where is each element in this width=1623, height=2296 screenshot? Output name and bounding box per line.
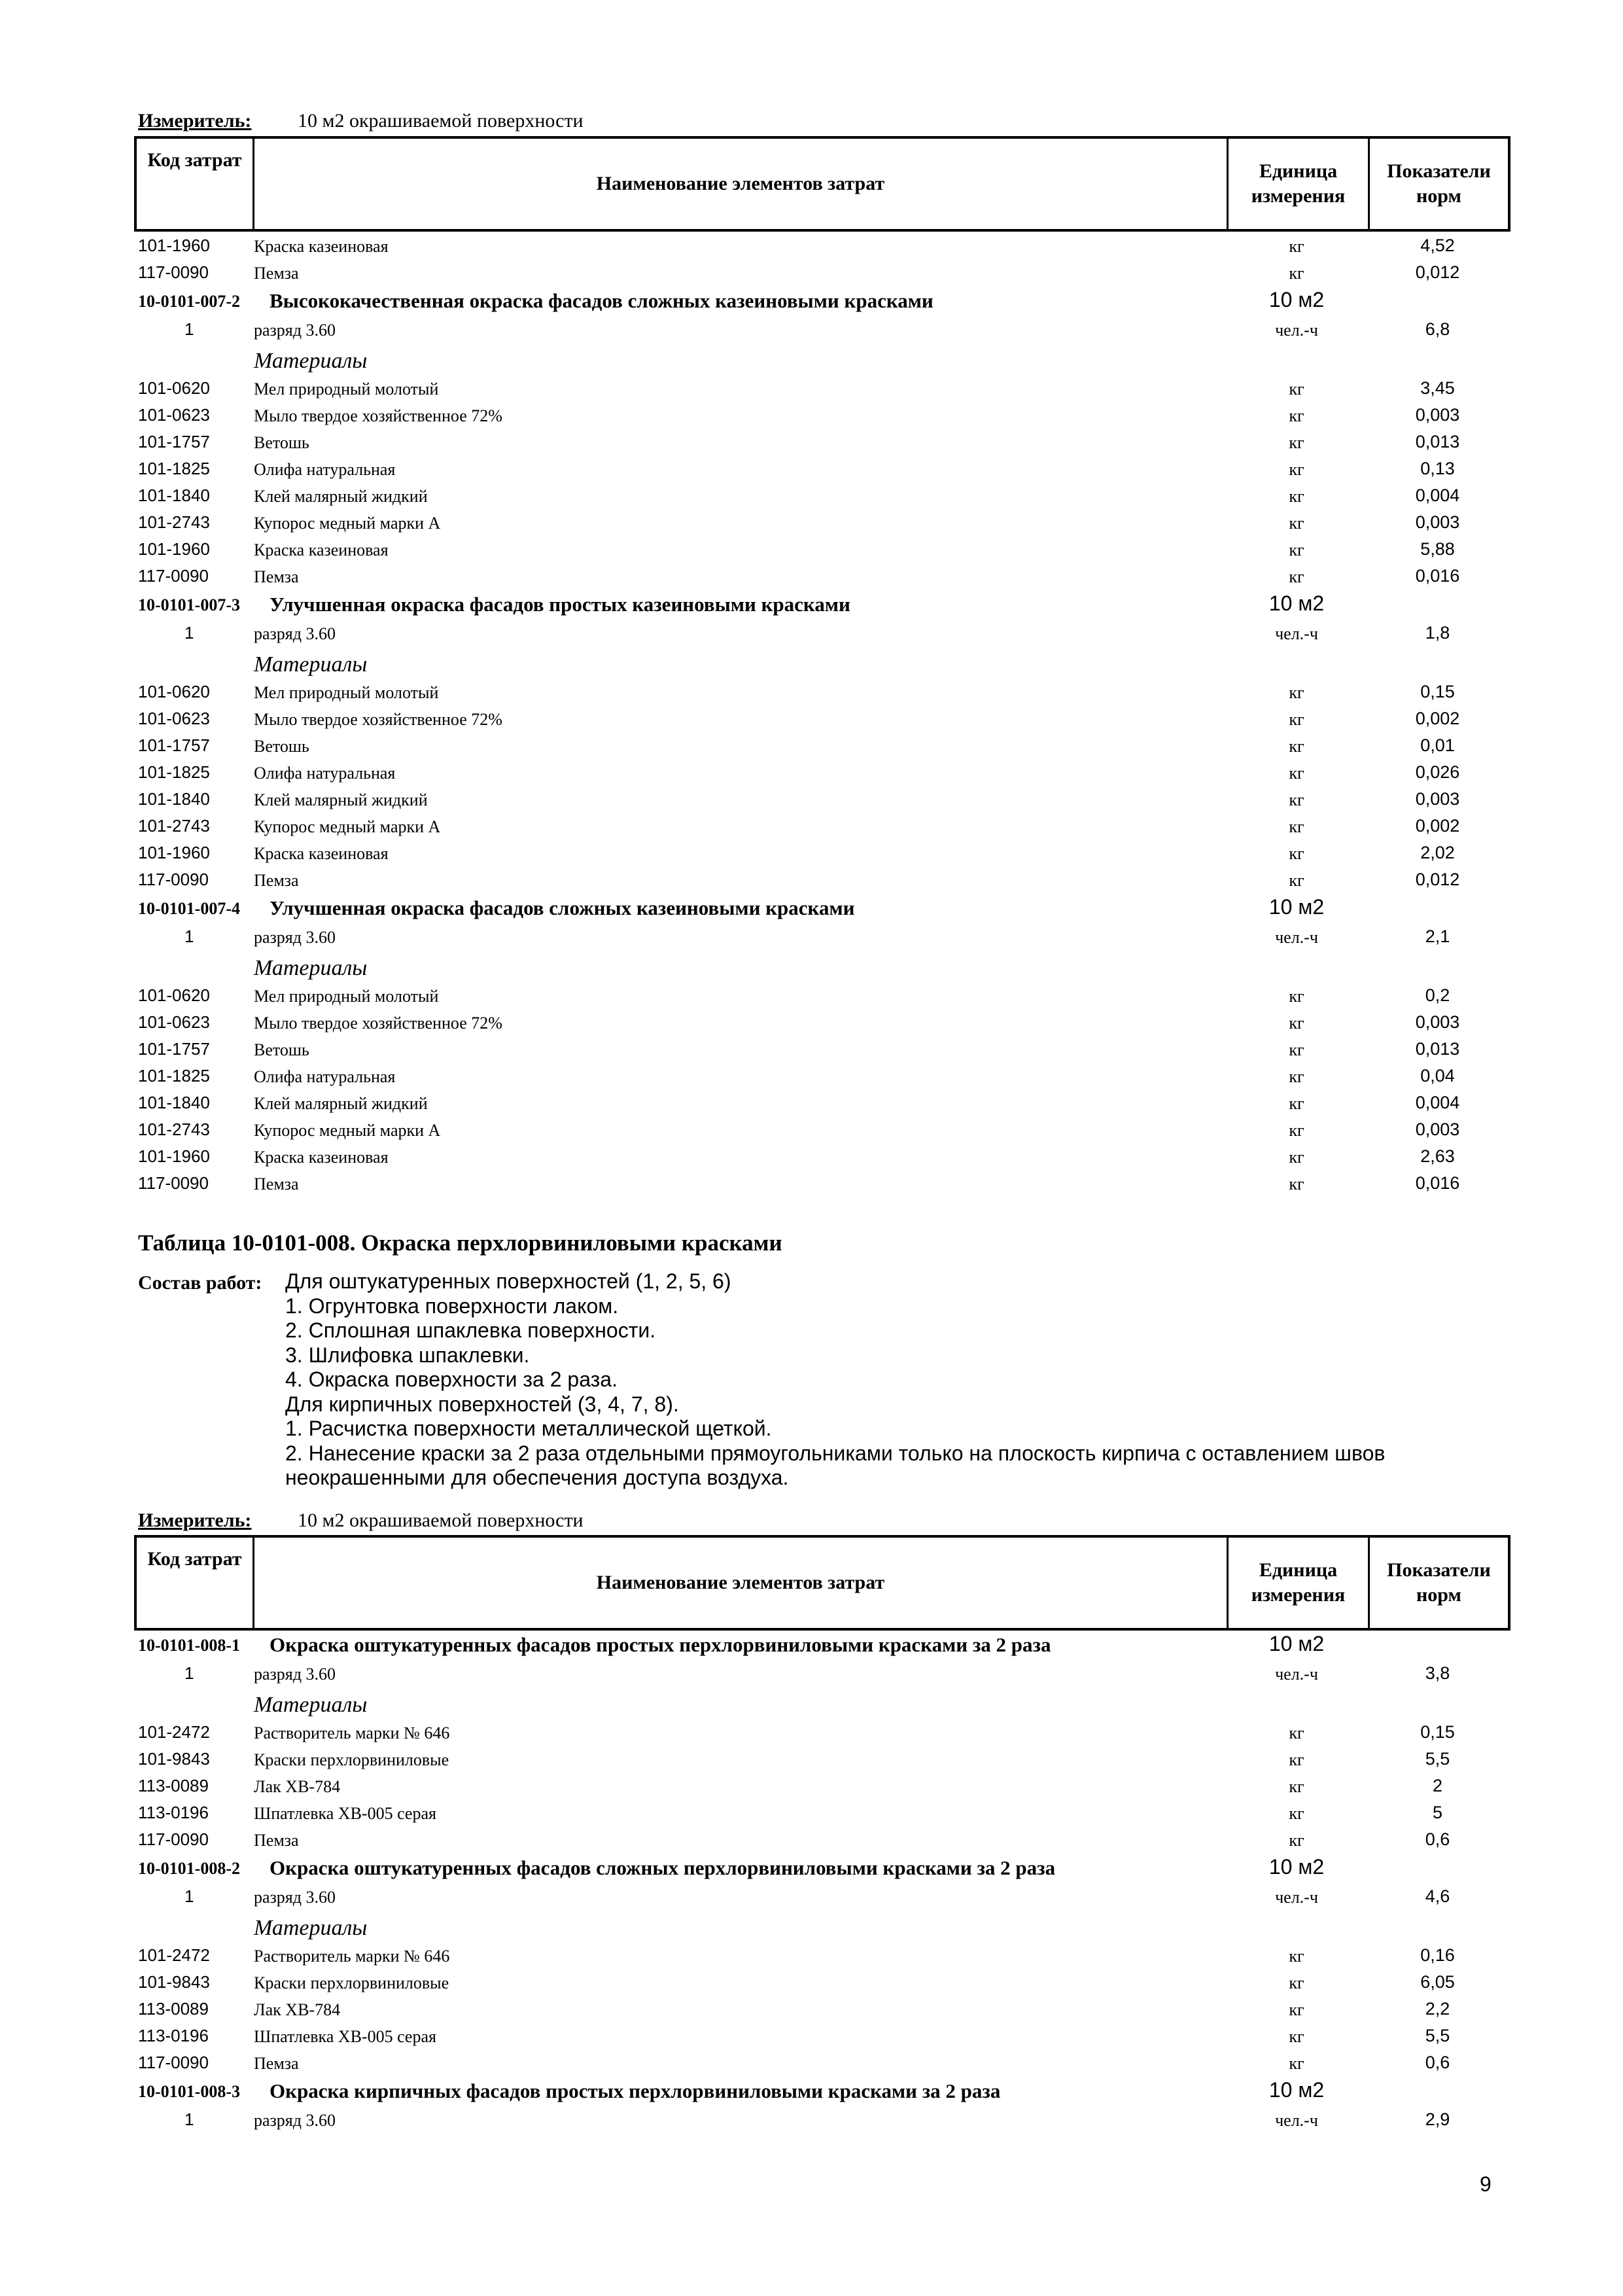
table-row: [0, 1995, 1623, 2022]
norm-value: 0,13: [1420, 459, 1455, 478]
cost-element-name: Материалы: [254, 652, 368, 677]
cost-code: 101-2472: [138, 1722, 210, 1742]
materials-heading-row: [0, 1686, 1623, 1718]
unit-of-measure: кг: [1289, 406, 1304, 425]
unit-of-measure: кг: [1289, 460, 1304, 479]
table-row: [0, 785, 1623, 812]
unit-of-measure: 10 м2: [1268, 592, 1325, 615]
table-row: [0, 508, 1623, 535]
cost-code: 101-0620: [138, 985, 210, 1005]
cost-code: 101-2743: [138, 816, 210, 836]
cost-code: 101-1960: [138, 1146, 210, 1166]
cost-code: 101-1825: [138, 1066, 210, 1086]
cost-element-name: Мел природный молотый: [254, 380, 439, 398]
cost-code: 101-0620: [138, 682, 210, 701]
sostav-line: Для оштукатуренных поверхностей (1, 2, 5, 6): [285, 1269, 731, 1293]
norm-value: 0,012: [1415, 870, 1460, 889]
norm-value: 0,002: [1415, 709, 1460, 728]
cost-element-name: Краски перхлорвиниловые: [254, 1750, 449, 1769]
cost-code: 117-0090: [138, 1173, 209, 1193]
table-row: [0, 2022, 1623, 2049]
cost-element-name: Улучшенная окраска фасадов простых казеиновыми красками: [270, 593, 850, 616]
cost-element-name: Купорос медный марки А: [254, 1121, 441, 1140]
meter-label: Измеритель:: [138, 110, 252, 132]
norm-value: 4,52: [1420, 236, 1455, 255]
cost-element-name: Материалы: [254, 956, 368, 980]
unit-of-measure: кг: [1289, 987, 1304, 1006]
unit-of-measure: кг: [1289, 764, 1304, 783]
norm-value: 5,88: [1420, 539, 1455, 559]
sostav-line: 3. Шлифовка шпаклевки.: [285, 1343, 530, 1367]
cost-element-name: Мел природный молотый: [254, 683, 439, 702]
table-row: [0, 428, 1623, 455]
cost-element-name: Окраска кирпичных фасадов простых перхлорвиниловыми красками за 2 раза: [270, 2079, 1001, 2102]
unit-of-measure: кг: [1289, 1067, 1304, 1086]
cost-code: 113-0089: [138, 1776, 209, 1795]
norm-value: 0,003: [1415, 1120, 1460, 1139]
cost-code: 101-0623: [138, 405, 210, 425]
unit-of-measure: чел.-ч: [1275, 624, 1318, 643]
cost-element-name: Пемза: [254, 567, 299, 586]
unit-of-measure: чел.-ч: [1275, 928, 1318, 947]
table-row: [0, 758, 1623, 785]
cost-element-name: разряд 3.60: [254, 1888, 336, 1907]
cost-element-name: Клей малярный жидкий: [254, 487, 428, 506]
cost-element-name: Окраска оштукатуренных фасадов сложных перхлорвиниловыми красками за 2 раза: [270, 1856, 1056, 1879]
norm-value: 0,016: [1415, 566, 1460, 586]
norm-value: 0,003: [1415, 1012, 1460, 1032]
unit-of-measure: кг: [1289, 683, 1304, 702]
cost-code: 101-0623: [138, 709, 210, 728]
norm-value: 5,5: [1425, 1749, 1450, 1769]
unit-of-measure: кг: [1289, 1148, 1304, 1167]
norm-value: 0,15: [1420, 682, 1455, 701]
page-number: 9: [1480, 2172, 1492, 2196]
table-row: [0, 232, 1623, 258]
cost-code: 101-1960: [138, 539, 210, 559]
table-body-008: [0, 1629, 1623, 2132]
cost-code: 1: [184, 2110, 194, 2129]
cost-code: 1: [184, 319, 194, 339]
norm-value: 3,45: [1420, 378, 1455, 398]
norm-value: 0,04: [1420, 1066, 1455, 1086]
cost-element-name: Пемза: [254, 871, 299, 890]
header-code: Код затрат: [137, 139, 254, 229]
unit-of-measure: кг: [1289, 1174, 1304, 1193]
table-row: [0, 1968, 1623, 1995]
header-unit-text: Единица измерения: [1251, 160, 1346, 207]
norm-value: 2,02: [1420, 843, 1455, 862]
table-row: [0, 315, 1623, 342]
cost-code: 1: [184, 1663, 194, 1683]
header-unit: [1229, 139, 1370, 229]
unit-of-measure: 10 м2: [1268, 2078, 1325, 2102]
norm-value: 0,2: [1425, 985, 1450, 1005]
table-row: [0, 1659, 1623, 1686]
norm-value: 0,6: [1425, 1829, 1450, 1849]
table-row: [0, 455, 1623, 482]
cost-code: 101-1960: [138, 843, 210, 862]
table-row: [0, 1089, 1623, 1116]
table-row: [0, 482, 1623, 508]
table-row: [0, 866, 1623, 892]
norm-value: 3,8: [1425, 1663, 1450, 1683]
sostav-line: Для кирпичных поверхностей (3, 4, 7, 8).: [285, 1392, 679, 1416]
table-body-top: [0, 232, 1623, 1196]
cost-code: 101-0623: [138, 1012, 210, 1032]
cost-element-name: Пемза: [254, 1831, 299, 1850]
norm-value: 0,003: [1415, 789, 1460, 809]
table-row: [0, 619, 1623, 646]
cost-code: 101-2743: [138, 1120, 210, 1139]
work-title-row: [0, 285, 1623, 315]
cost-code: 101-2743: [138, 512, 210, 532]
cost-element-name: Мыло твердое хозяйственное 72%: [254, 710, 502, 729]
unit-of-measure: чел.-ч: [1275, 2111, 1318, 2130]
cost-element-name: Лак ХВ-784: [254, 1777, 341, 1796]
cost-element-name: Окраска оштукатуренных фасадов простых перхлорвиниловыми красками за 2 раза: [270, 1633, 1051, 1656]
cost-code: 101-1840: [138, 486, 210, 505]
cost-element-name: Улучшенная окраска фасадов сложных казеиновыми красками: [270, 896, 855, 919]
cost-element-name: Ветошь: [254, 433, 309, 452]
norm-value: 0,002: [1415, 816, 1460, 836]
table-row: [0, 1799, 1623, 1826]
norm-value: 0,013: [1415, 1039, 1460, 1059]
cost-code: 117-0090: [138, 2053, 209, 2072]
cost-element-name: Олифа натуральная: [254, 1067, 396, 1086]
unit-of-measure: 10 м2: [1268, 895, 1325, 919]
cost-element-name: Материалы: [254, 1693, 368, 1717]
cost-element-name: Шпатлевка ХВ-005 серая: [254, 2027, 436, 2046]
cost-code: 101-1757: [138, 432, 210, 451]
cost-element-name: Краска казеиновая: [254, 1148, 389, 1167]
cost-element-name: Растворитель марки № 646: [254, 1723, 450, 1742]
unit-of-measure: чел.-ч: [1275, 1888, 1318, 1907]
unit-of-measure: кг: [1289, 1094, 1304, 1113]
cost-code: 10-0101-007-2: [138, 292, 240, 311]
norm-value: 6,8: [1425, 319, 1450, 339]
table-row: [0, 1941, 1623, 1968]
header-name: Наименование элементов затрат: [254, 139, 1229, 229]
table-row: [0, 562, 1623, 589]
table-row: [0, 1772, 1623, 1799]
table-row: [0, 258, 1623, 285]
unit-of-measure: кг: [1289, 1973, 1304, 1992]
unit-of-measure: чел.-ч: [1275, 1665, 1318, 1684]
work-title-row: [0, 892, 1623, 923]
cost-element-name: разряд 3.60: [254, 2111, 336, 2130]
table-row: [0, 812, 1623, 839]
cost-code: 101-1825: [138, 762, 210, 782]
work-title-row: [0, 589, 1623, 619]
sostav-line: 2. Сплошная шпаклевка поверхности.: [285, 1318, 656, 1342]
cost-code: 117-0090: [138, 1829, 209, 1849]
table-row: [0, 401, 1623, 428]
unit-of-measure: кг: [1289, 264, 1304, 283]
cost-code: 113-0196: [138, 2026, 209, 2045]
unit-of-measure: кг: [1289, 380, 1304, 398]
table-row: [0, 1882, 1623, 1909]
unit-of-measure: кг: [1289, 1723, 1304, 1742]
cost-element-name: Пемза: [254, 2054, 299, 2073]
sostav-line: неокрашенными для обеспечения доступа воздуха.: [285, 1466, 789, 1489]
cost-element-name: разряд 3.60: [254, 928, 336, 947]
cost-element-name: Материалы: [254, 349, 368, 373]
work-title-row: [0, 1852, 1623, 1882]
table-row: [0, 2106, 1623, 2132]
materials-heading-row: [0, 1909, 1623, 1941]
table-row: [0, 1035, 1623, 1062]
cost-code: 1: [184, 1886, 194, 1906]
cost-code: 101-1840: [138, 789, 210, 809]
table-row: [0, 1826, 1623, 1852]
cost-element-name: Краска казеиновая: [254, 844, 389, 863]
cost-element-name: Мыло твердое хозяйственное 72%: [254, 406, 502, 425]
norm-value: 0,6: [1425, 2053, 1450, 2072]
cost-code: 10-0101-008-3: [138, 2082, 240, 2101]
table-row: [0, 535, 1623, 562]
norm-value: 0,013: [1415, 432, 1460, 451]
header-norm-text: Показатели норм: [1387, 160, 1491, 207]
table-row: [0, 839, 1623, 866]
norm-value: 0,15: [1420, 1722, 1455, 1742]
sostav-block: [138, 1272, 262, 1294]
table-row: [0, 374, 1623, 401]
header-norm: [1370, 1538, 1508, 1628]
cost-code: 101-1840: [138, 1093, 210, 1112]
unit-of-measure: кг: [1289, 1014, 1304, 1033]
cost-element-name: Ветошь: [254, 737, 309, 756]
table-row: [0, 1718, 1623, 1745]
unit-of-measure: кг: [1289, 1750, 1304, 1769]
unit-of-measure: кг: [1289, 817, 1304, 836]
materials-heading-row: [0, 646, 1623, 678]
cost-element-name: Олифа натуральная: [254, 460, 396, 479]
sostav-line: 1. Расчистка поверхности металлической щеткой.: [285, 1417, 772, 1440]
sostav-line: 1. Огрунтовка поверхности лаком.: [285, 1294, 619, 1318]
cost-element-name: Пемза: [254, 1174, 299, 1193]
norm-value: 0,026: [1415, 762, 1460, 782]
cost-code: 101-0620: [138, 378, 210, 398]
cost-code: 1: [184, 927, 194, 946]
cost-element-name: Пемза: [254, 264, 299, 283]
unit-of-measure: кг: [1289, 540, 1304, 559]
table-row: [0, 1062, 1623, 1089]
norm-value: 5,5: [1425, 2026, 1450, 2045]
cost-element-name: Купорос медный марки А: [254, 817, 441, 836]
work-title-row: [0, 1629, 1623, 1659]
cost-element-name: Лак ХВ-784: [254, 2000, 341, 2019]
unit-of-measure: кг: [1289, 844, 1304, 863]
norm-value: 2,63: [1420, 1146, 1455, 1166]
norm-value: 4,6: [1425, 1886, 1450, 1906]
norm-value: 0,004: [1415, 1093, 1460, 1112]
unit-of-measure: кг: [1289, 710, 1304, 729]
materials-heading-row: [0, 949, 1623, 981]
unit-of-measure: кг: [1289, 237, 1304, 256]
norm-value: 2: [1432, 1776, 1443, 1795]
table-row: [0, 981, 1623, 1008]
cost-element-name: Растворитель марки № 646: [254, 1947, 450, 1966]
norm-value: 2,2: [1425, 1999, 1450, 2019]
materials-heading-row: [0, 342, 1623, 374]
table-title: Таблица 10-0101-008. Окраска перхлорвиниловыми красками: [138, 1230, 782, 1256]
meter-label: Измеритель:: [138, 1510, 252, 1531]
cost-element-name: Ветошь: [254, 1040, 309, 1059]
table-row: [0, 1169, 1623, 1196]
table-row: [0, 1116, 1623, 1142]
table-header-008: [134, 1535, 1510, 1631]
unit-of-measure: кг: [1289, 567, 1304, 586]
cost-element-name: Краска казеиновая: [254, 540, 389, 559]
cost-element-name: Шпатлевка ХВ-005 серая: [254, 1804, 436, 1823]
unit-of-measure: кг: [1289, 1121, 1304, 1140]
cost-code: 101-2472: [138, 1945, 210, 1965]
norm-value: 2,9: [1425, 2110, 1450, 2129]
norm-value: 0,012: [1415, 262, 1460, 282]
table-row: [0, 1008, 1623, 1035]
unit-of-measure: кг: [1289, 1831, 1304, 1850]
unit-of-measure: кг: [1289, 790, 1304, 809]
cost-code: 101-9843: [138, 1749, 210, 1769]
cost-code: 113-0196: [138, 1803, 209, 1822]
norm-value: 0,016: [1415, 1173, 1460, 1193]
sostav-label: Состав работ:: [138, 1272, 262, 1294]
cost-code: 117-0090: [138, 566, 209, 586]
header-unit-text: Единица измерения: [1251, 1559, 1346, 1606]
norm-value: 2,1: [1425, 927, 1450, 946]
cost-element-name: Мел природный молотый: [254, 987, 439, 1006]
unit-of-measure: кг: [1289, 2054, 1304, 2073]
cost-code: 117-0090: [138, 870, 209, 889]
table-row: [0, 1142, 1623, 1169]
header-code: Код затрат: [137, 1538, 254, 1628]
cost-code: 10-0101-008-2: [138, 1859, 240, 1878]
unit-of-measure: кг: [1289, 1777, 1304, 1796]
unit-of-measure: кг: [1289, 1947, 1304, 1966]
unit-of-measure: кг: [1289, 1040, 1304, 1059]
meter-row-008: [138, 1510, 584, 1532]
norm-value: 6,05: [1420, 1972, 1455, 1992]
cost-element-name: разряд 3.60: [254, 1665, 336, 1684]
cost-element-name: Высококачественная окраска фасадов сложных казеиновыми красками: [270, 289, 934, 312]
unit-of-measure: 10 м2: [1268, 1855, 1325, 1879]
unit-of-measure: 10 м2: [1268, 1632, 1325, 1655]
sostav-line: 4. Окраска поверхности за 2 раза.: [285, 1368, 618, 1391]
norm-value: 0,003: [1415, 512, 1460, 532]
header-norm-text: Показатели норм: [1387, 1559, 1491, 1606]
norm-value: 5: [1432, 1803, 1443, 1822]
table-row: [0, 705, 1623, 732]
cost-code: 101-1960: [138, 236, 210, 255]
norm-value: 0,01: [1420, 735, 1455, 755]
cost-code: 101-1825: [138, 459, 210, 478]
unit-of-measure: кг: [1289, 487, 1304, 506]
cost-element-name: Клей малярный жидкий: [254, 1094, 428, 1113]
table-row: [0, 732, 1623, 758]
header-unit: [1229, 1538, 1370, 1628]
norm-value: 1,8: [1425, 623, 1450, 643]
unit-of-measure: кг: [1289, 737, 1304, 756]
unit-of-measure: кг: [1289, 433, 1304, 452]
cost-code: 101-1757: [138, 735, 210, 755]
norm-value: 0,004: [1415, 486, 1460, 505]
cost-element-name: разряд 3.60: [254, 321, 336, 340]
header-norm: [1370, 139, 1508, 229]
work-title-row: [0, 2075, 1623, 2106]
cost-element-name: Краски перхлорвиниловые: [254, 1973, 449, 1992]
cost-element-name: Клей малярный жидкий: [254, 790, 428, 809]
cost-code: 101-1757: [138, 1039, 210, 1059]
header-name: Наименование элементов затрат: [254, 1538, 1229, 1628]
norm-value: 0,003: [1415, 405, 1460, 425]
table-row: [0, 678, 1623, 705]
cost-code: 10-0101-007-3: [138, 595, 240, 614]
sostav-line: 2. Нанесение краски за 2 раза отдельными прямоугольниками только на плоскость кирпича с оставлением швов: [285, 1441, 1386, 1465]
cost-element-name: Материалы: [254, 1916, 368, 1940]
cost-element-name: Олифа натуральная: [254, 764, 396, 783]
meter-value: 10 м2 окрашиваемой поверхности: [298, 110, 584, 132]
unit-of-measure: чел.-ч: [1275, 321, 1318, 340]
cost-element-name: Краска казеиновая: [254, 237, 389, 256]
table-row: [0, 2049, 1623, 2075]
table-row: [0, 923, 1623, 949]
cost-code: 101-9843: [138, 1972, 210, 1992]
table-header-top: [134, 136, 1510, 232]
unit-of-measure: кг: [1289, 514, 1304, 533]
cost-code: 113-0089: [138, 1999, 209, 2019]
meter-row-top: [138, 110, 584, 132]
cost-element-name: Купорос медный марки А: [254, 514, 441, 533]
cost-code: 10-0101-008-1: [138, 1636, 240, 1655]
cost-element-name: Мыло твердое хозяйственное 72%: [254, 1014, 502, 1033]
unit-of-measure: кг: [1289, 871, 1304, 890]
unit-of-measure: 10 м2: [1268, 288, 1325, 311]
cost-element-name: разряд 3.60: [254, 624, 336, 643]
norm-value: 0,16: [1420, 1945, 1455, 1965]
table-row: [0, 1745, 1623, 1772]
cost-code: 1: [184, 623, 194, 643]
cost-code: 117-0090: [138, 262, 209, 282]
meter-value: 10 м2 окрашиваемой поверхности: [298, 1510, 584, 1531]
cost-code: 10-0101-007-4: [138, 899, 240, 918]
unit-of-measure: кг: [1289, 2027, 1304, 2046]
unit-of-measure: кг: [1289, 1804, 1304, 1823]
unit-of-measure: кг: [1289, 2000, 1304, 2019]
